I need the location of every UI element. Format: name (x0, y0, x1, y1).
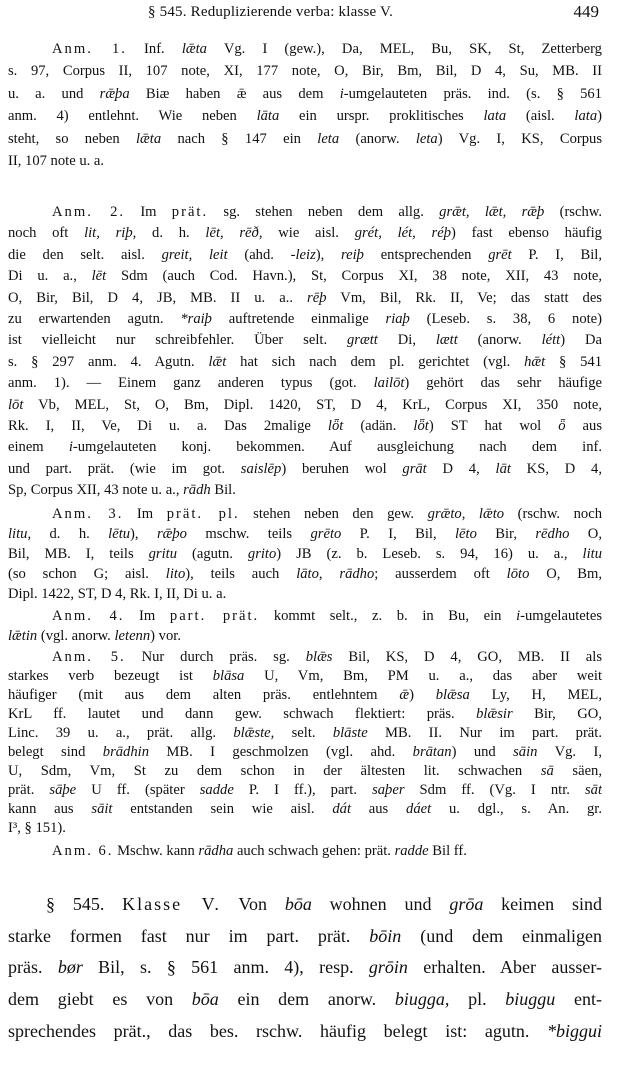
text-segment: Bil, KS, D 4, GO, MB. II als (332, 649, 602, 665)
text-line (8, 800, 602, 819)
text-segment: KrL ff. lautet und dann gew. schwach flektiert: präs. (8, 706, 477, 722)
text-segment: O, Bir, Bil, D 4, JB, MB. II u. a.. (8, 289, 308, 306)
text-segment: ) Vg. I, KS, Corpus (437, 130, 602, 147)
text-segment: kommt selt., z. b. in Bu, ein (259, 608, 517, 624)
italic-word: bør (57, 957, 83, 978)
italic-word: lito (165, 566, 186, 582)
text-segment: ist vielleicht nur schreibfehler. Über selt. (8, 332, 347, 349)
text-segment: u. dgl., s. An. gr. (431, 801, 602, 817)
text-segment: Im (125, 204, 172, 220)
text-segment: ) (597, 108, 602, 125)
text-segment: aus (351, 801, 407, 817)
text-segment: U, Sdm, Vm, St zu dem schon in der ältesten lit. schwachen (8, 763, 541, 779)
text-segment: und part. prät. (wie im got. (8, 460, 241, 477)
text-line (8, 984, 602, 1016)
text-segment: ) (409, 687, 436, 703)
text-segment: entsprechenden (363, 246, 489, 263)
italic-word: rǣþo (156, 526, 187, 542)
italic-word: reiþ (341, 246, 364, 263)
text-segment: Rk. I, II, Ve, Di u. a. Das 2malige (8, 417, 328, 434)
text-line (8, 437, 602, 458)
text-segment: MB. II. Nur im part. prät. (367, 725, 602, 741)
italic-word: *biggui (546, 1020, 602, 1041)
text-segment: u. a. und (8, 85, 100, 102)
text-segment: präs. (8, 957, 58, 978)
text-segment: Mschw. kann (113, 843, 199, 859)
text-segment: erhalten. Aber ausser- (407, 957, 602, 978)
italic-word: rādha (198, 843, 234, 859)
text-line (8, 38, 602, 60)
text-segment: ein urspr. proklitisches (279, 108, 484, 125)
text-line (8, 921, 602, 953)
italic-word: lȫt (413, 417, 429, 434)
text-line (8, 648, 602, 667)
italic-word: gritu (148, 546, 177, 562)
text-segment: ) ST hat wol (428, 417, 559, 434)
text-line (8, 352, 602, 373)
text-segment: Dipl. 1422, ST, D 4, Rk. I, II, Di u. a. (8, 586, 227, 602)
text-line (8, 105, 602, 127)
text-segment: die den selt. aisl. (8, 246, 162, 263)
text-segment: ) und (451, 744, 514, 760)
italic-word: bōa (284, 894, 312, 914)
text-segment: ) beruhen wol (281, 460, 403, 477)
text-segment: einem (8, 439, 69, 456)
italic-word: lōt (8, 396, 24, 413)
italic-word: bōin (369, 925, 402, 946)
italic-word: letenn (114, 628, 151, 644)
italic-word: riaþ (385, 310, 410, 327)
text-segment: U, Vm, Bm, PM u. a., das aber weit (244, 668, 602, 684)
text-segment: O, (569, 526, 602, 542)
italic-word: rǣþa (99, 85, 130, 102)
text-line (8, 245, 602, 266)
text-segment: (und dem einmaligen (401, 925, 602, 946)
text-segment: Sdm (auch Cod. Havn.), St, Corpus XI, 38 note, XII, 43 note, (106, 268, 602, 285)
text-segment: noch oft (8, 225, 85, 242)
text-segment: ) vor. (150, 628, 181, 644)
text-line (8, 309, 602, 330)
italic-word: sāt (584, 782, 602, 798)
text-segment: (ahd. (227, 246, 291, 263)
italic-word: lēt (91, 268, 107, 285)
italic-word: grāt (402, 460, 427, 477)
text-segment: ) JB (z. b. Leseb. s. 94, 16) u. a., (276, 546, 583, 562)
text-line (8, 1016, 602, 1048)
italic-word: lōto (506, 566, 530, 582)
text-segment: P. I ff.), part. (233, 782, 373, 798)
text-segment: s. 97, Corpus II, 107 note, XI, 177 note, O, Bir, Bm, Bil, D 4, Su, MB. II (8, 63, 602, 80)
paragraph-section-545 (8, 889, 602, 1047)
text-segment: I³, § 151). (8, 820, 66, 836)
italic-word: sāþe (49, 782, 77, 798)
spaced-label: Anm. 6. (52, 843, 114, 859)
italic-word: blǣsir (476, 706, 513, 722)
text-segment: Bil, MB. I, teils (8, 546, 149, 562)
text-segment: Biæ haben ǣ aus dem (129, 85, 340, 102)
text-segment: Di u. a., (8, 268, 92, 285)
text-segment: O, Bm, (529, 566, 602, 582)
text-line (8, 416, 602, 437)
running-header-title: § 545. Reduplizierende verba: klasse V. (148, 4, 394, 20)
text-segment: Vm, Bil, Rk. II, Ve; das statt des (326, 289, 602, 306)
text-segment: nach § 147 ein (161, 130, 318, 147)
text-line (8, 686, 602, 705)
italic-word: leta (317, 130, 340, 147)
text-segment: s. § 297 anm. 4. Agutn. (8, 353, 209, 370)
text-line (8, 60, 602, 82)
text-line (8, 626, 602, 646)
running-header (0, 4, 621, 26)
text-segment: selt. (274, 725, 333, 741)
italic-word: lȫt (327, 417, 344, 434)
italic-word: i (339, 85, 344, 102)
text-line (8, 584, 602, 604)
text-line (8, 889, 602, 921)
italic-word: saþer (372, 782, 405, 798)
text-segment: Bil. (210, 482, 236, 499)
text-line (8, 330, 602, 351)
text-line (8, 762, 602, 781)
text-segment: anm. 4) entlehnt. Wie neben (8, 108, 257, 125)
text-segment: wohnen und (311, 894, 450, 914)
italic-word: lǣta (135, 130, 162, 147)
italic-word: blǣs (305, 649, 333, 665)
text-line (8, 724, 602, 743)
text-line (8, 266, 602, 287)
text-segment: Sp, Corpus XII, 43 note u. a., (8, 482, 184, 499)
text-segment: kann aus (8, 801, 92, 817)
italic-word: sāit (91, 801, 113, 817)
spaced-label: prät. pl. (166, 506, 240, 522)
text-segment: Bil, s. § 561 anm. 4), resp. (82, 957, 369, 978)
italic-word: blǣste, (233, 725, 275, 741)
text-segment: Bir, GO, (512, 706, 602, 722)
text-segment: II, 107 note u. a. (8, 152, 105, 169)
text-segment: d. h. (136, 225, 206, 242)
italic-word: *raiþ (180, 310, 212, 327)
text-segment: KS, D 4, (510, 460, 602, 477)
text-segment: (so schon G; aisl. (8, 566, 166, 582)
italic-word: lētu (108, 526, 131, 542)
italic-word: litu, (8, 526, 32, 542)
italic-word: blǣsa (435, 687, 470, 703)
text-segment: ), (315, 246, 342, 263)
text-line (8, 128, 602, 150)
italic-word: radde (394, 843, 429, 859)
text-segment: stehen neben den gew. (239, 506, 428, 522)
text-segment: P. I, Bil, (341, 526, 455, 542)
spaced-label: Anm. 2. (52, 204, 126, 220)
italic-word: bōa (191, 989, 219, 1010)
italic-word: lēto (454, 526, 477, 542)
text-segment: MB. I geschmolzen (vgl. ahd. (149, 744, 413, 760)
text-segment: dem giebt es von (8, 989, 192, 1010)
text-segment: wie aisl. (262, 225, 355, 242)
italic-word: grōin (368, 957, 408, 978)
text-segment: starke formen fast nur im part. prät. (8, 925, 370, 946)
italic-word: lāto, rādho (296, 566, 375, 582)
italic-word: lēt, rēð, (205, 225, 263, 242)
text-line (8, 952, 602, 984)
text-line (8, 840, 602, 862)
text-segment: Im (123, 506, 167, 522)
italic-word: rēþ (307, 289, 327, 306)
text-line (8, 223, 602, 244)
italic-word: sadde (199, 782, 234, 798)
italic-word: biugga, (394, 989, 450, 1010)
text-segment: hat sich nach dem pl. gerichtet (vgl. (226, 353, 525, 370)
italic-word: ǣ (399, 687, 410, 703)
text-segment: -umgelautetes (520, 608, 602, 624)
text-segment: Bir, (476, 526, 536, 542)
italic-word: greit, leit (161, 246, 228, 263)
text-line (8, 667, 602, 686)
page-number: 449 (573, 2, 599, 21)
italic-word: rādh (183, 482, 211, 499)
text-segment: ein dem anorw. (218, 989, 395, 1010)
italic-word: -leiz (290, 246, 316, 263)
spaced-label: Klasse V. (122, 894, 221, 914)
text-segment: (rschw. noch (504, 506, 602, 522)
italic-word: lætt (435, 332, 458, 349)
text-line (8, 150, 602, 172)
text-line (8, 202, 602, 223)
paragraph-anm-5 (8, 648, 602, 838)
italic-word: grōa (449, 894, 484, 914)
text-segment: -umgelauteten präs. ind. (s. § 561 (343, 85, 602, 102)
italic-word: litu (582, 546, 602, 562)
spaced-label: part. prät. (169, 608, 260, 624)
text-segment: Linc. 39 u. a., prät. allg. (8, 725, 234, 741)
italic-word: lǣtin (8, 628, 38, 644)
text-segment: Ly, H, MEL, (469, 687, 602, 703)
text-line (8, 504, 602, 524)
spaced-label: Anm. 3. (52, 506, 124, 522)
spaced-label: Anm. 1. (52, 41, 127, 57)
italic-word: grǣt, lǣt, rǣþ (439, 204, 545, 220)
text-segment: § 541 (545, 353, 602, 370)
text-segment: (Leseb. s. 38, 6 note) (409, 310, 602, 327)
italic-word: i (68, 439, 73, 456)
text-segment: entstanden sein wie aisl. (112, 801, 333, 817)
spaced-label: prät. (171, 204, 209, 220)
italic-word: grēto (310, 526, 342, 542)
text-segment: (adän. (343, 417, 414, 434)
italic-word: dáet (406, 801, 432, 817)
text-segment: säen, (553, 763, 602, 779)
text-segment: (anorw. (457, 332, 542, 349)
text-segment: ), teils auch (185, 566, 297, 582)
text-line (8, 524, 602, 544)
text-segment: Im (124, 608, 170, 624)
italic-word: grætt (347, 332, 378, 349)
text-segment: zu erwartenden agutn. (8, 310, 181, 327)
italic-word: lailōt (373, 375, 405, 392)
text-segment: auch schwach gehen: prät. (233, 843, 395, 859)
text-segment: (vgl. anorw. (37, 628, 115, 644)
text-segment: sg. stehen neben dem allg. (208, 204, 440, 220)
italic-word: sā (540, 763, 554, 779)
text-segment: (anorw. (339, 130, 416, 147)
text-segment: ) Da (560, 332, 602, 349)
text-segment: (agutn. (177, 546, 248, 562)
italic-word: lata (483, 108, 507, 125)
text-segment: Vb, MEL, St, O, Bm, Dipl. 1420, ST, D 4, KrL, Corpus XI, 350 note, (23, 396, 602, 413)
italic-word: i (516, 608, 521, 624)
italic-word: lata (574, 108, 598, 125)
italic-word: blāsa (212, 668, 245, 684)
text-line (8, 606, 602, 626)
text-line (8, 459, 602, 480)
italic-word: leta (415, 130, 438, 147)
text-line (8, 288, 602, 309)
text-segment: (aisl. (506, 108, 575, 125)
text-segment: Von (220, 894, 285, 914)
text-segment: (rschw. (544, 204, 602, 220)
text-segment: Nur durch präs. sg. (125, 649, 306, 665)
paragraph-anm-1 (8, 38, 602, 172)
text-line (8, 83, 602, 105)
italic-word: lit, riþ, (84, 225, 137, 242)
text-segment: Sdm ff. (Vg. I ntr. (404, 782, 585, 798)
spaced-label: Anm. 5. (52, 649, 126, 665)
text-segment: § 545. (46, 894, 123, 914)
text-segment: keimen sind (483, 894, 602, 914)
italic-word: grét, lét, réþ (354, 225, 452, 242)
italic-word: saislēp (240, 460, 282, 477)
text-segment: ), (130, 526, 157, 542)
text-segment: häufiger (mit aus dem alten präs. entlehntem (8, 687, 400, 703)
text-segment: D 4, (426, 460, 496, 477)
italic-word: lāta (256, 108, 280, 125)
text-line (8, 564, 602, 584)
text-segment: Inf. (126, 41, 182, 57)
text-line (8, 819, 602, 838)
text-line (8, 743, 602, 762)
text-segment: starkes verb bezeugt ist (8, 668, 213, 684)
paragraph-anm-3 (8, 504, 602, 604)
text-segment: aus (565, 417, 602, 434)
text-segment: auftretende einmalige (211, 310, 386, 327)
text-line (8, 480, 602, 501)
text-segment: ) fast ebenso häufig (451, 225, 602, 242)
text-segment: anm. 1). — Einem ganz anderen typus (got. (8, 375, 374, 392)
text-segment: ent- (555, 989, 602, 1010)
text-segment: pl. (449, 989, 506, 1010)
text-line (8, 781, 602, 800)
italic-word: rēdho (535, 526, 570, 542)
italic-word: lāt (495, 460, 511, 477)
text-line (8, 395, 602, 416)
italic-word: brātan (412, 744, 452, 760)
paragraph-anm-4 (8, 606, 602, 646)
italic-word: sāin (513, 744, 538, 760)
text-segment: ) gehört das sehr häufige (404, 375, 602, 392)
italic-word: grǣto, lǣto (427, 506, 505, 522)
spaced-label: Anm. 4. (52, 608, 125, 624)
italic-word: grito (247, 546, 277, 562)
italic-word: létt (541, 332, 561, 349)
paragraph-anm-6 (8, 840, 602, 862)
paragraph-anm-2 (8, 202, 602, 501)
text-segment: mschw. teils (186, 526, 311, 542)
text-segment: ; ausserdem oft (374, 566, 507, 582)
text-segment: U ff. (später (76, 782, 200, 798)
text-segment: -umgelauteten konj. bekommen. Auf ausgleichung nach dem inf. (72, 439, 602, 456)
italic-word: dát (332, 801, 351, 817)
text-segment: Vg. I (gew.), Da, MEL, Bu, SK, St, Zetterberg (206, 41, 602, 57)
italic-word: hǣt (524, 353, 546, 370)
italic-word: lǣta (181, 41, 207, 57)
text-segment: steht, so neben (8, 130, 136, 147)
text-segment: d. h. (31, 526, 109, 542)
text-line (8, 705, 602, 724)
italic-word: lǣt (208, 353, 227, 370)
italic-word: ȫ (558, 417, 566, 434)
text-segment: prät. (8, 782, 50, 798)
italic-word: blāste (332, 725, 368, 741)
text-segment: P. I, Bil, (511, 246, 602, 263)
italic-word: brādhin (102, 744, 149, 760)
text-segment: Di, (377, 332, 436, 349)
text-line (8, 544, 602, 564)
text-segment: sprechendes prät., das bes. rschw. häufig belegt ist: agutn. (8, 1020, 547, 1041)
italic-word: biuggu (505, 989, 556, 1010)
text-segment: belegt sind (8, 744, 103, 760)
italic-word: grēt (488, 246, 512, 263)
text-line (8, 373, 602, 394)
text-segment: Bil ff. (428, 843, 467, 859)
text-segment: Vg. I, (537, 744, 602, 760)
